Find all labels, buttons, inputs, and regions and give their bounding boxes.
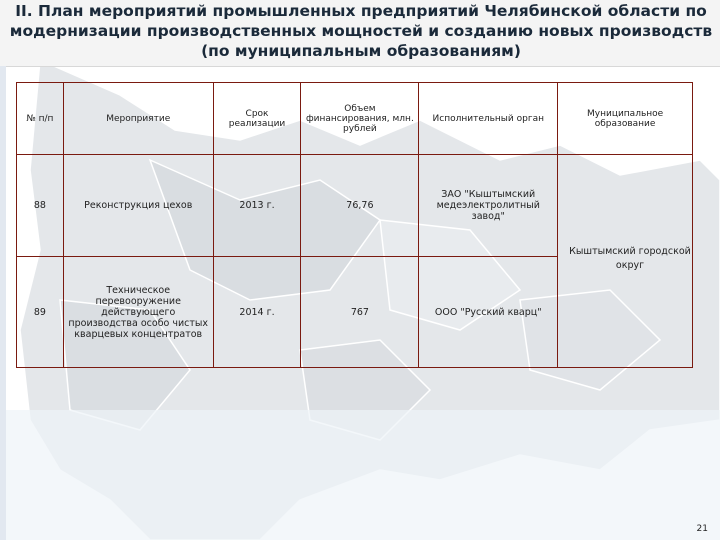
- table-row: [17, 155, 693, 257]
- cell-volume: 76,76: [301, 155, 419, 257]
- cell-volume: 767: [301, 257, 419, 368]
- header-activity: Мероприятие: [63, 83, 213, 155]
- left-accent-bar: [0, 66, 6, 540]
- table-header-row: [17, 83, 693, 155]
- cell-activity: Реконструкция цехов: [63, 155, 213, 257]
- cell-term: 2014 г.: [213, 257, 301, 368]
- table-row: [17, 257, 693, 368]
- cell-executor: ЗАО "Кыштымский медеэлектролитный завод": [419, 155, 558, 257]
- header-volume: Объем финансирования, млн. рублей: [301, 83, 419, 155]
- slide-title: II. План мероприятий промышленных предприятий Челябинской области по модернизации производственных мощностей и созданию новых производств (по муниципальным образованиям): [9, 2, 713, 60]
- cell-executor: ООО "Русский кварц": [419, 257, 558, 368]
- title-bar: [0, 0, 720, 67]
- cell-municipality-top: [558, 155, 693, 257]
- page-number: 21: [696, 524, 708, 534]
- cell-num: 88: [17, 155, 64, 257]
- header-num: № п/п: [17, 83, 64, 155]
- plan-table: [16, 82, 693, 368]
- cell-num: 89: [17, 257, 64, 368]
- header-executor: Исполнительный орган: [419, 83, 558, 155]
- cell-activity: Техническое перевооружение действующего производства особо чистых кварцевых концентратов: [63, 257, 213, 368]
- cell-municipality-bottom: [558, 257, 693, 368]
- cell-term: 2013 г.: [213, 155, 301, 257]
- header-term: Срок реализации: [213, 83, 301, 155]
- header-municipality: Муниципальное образование: [558, 83, 693, 155]
- municipality-merged-label: Кыштымский городской округ: [569, 246, 691, 271]
